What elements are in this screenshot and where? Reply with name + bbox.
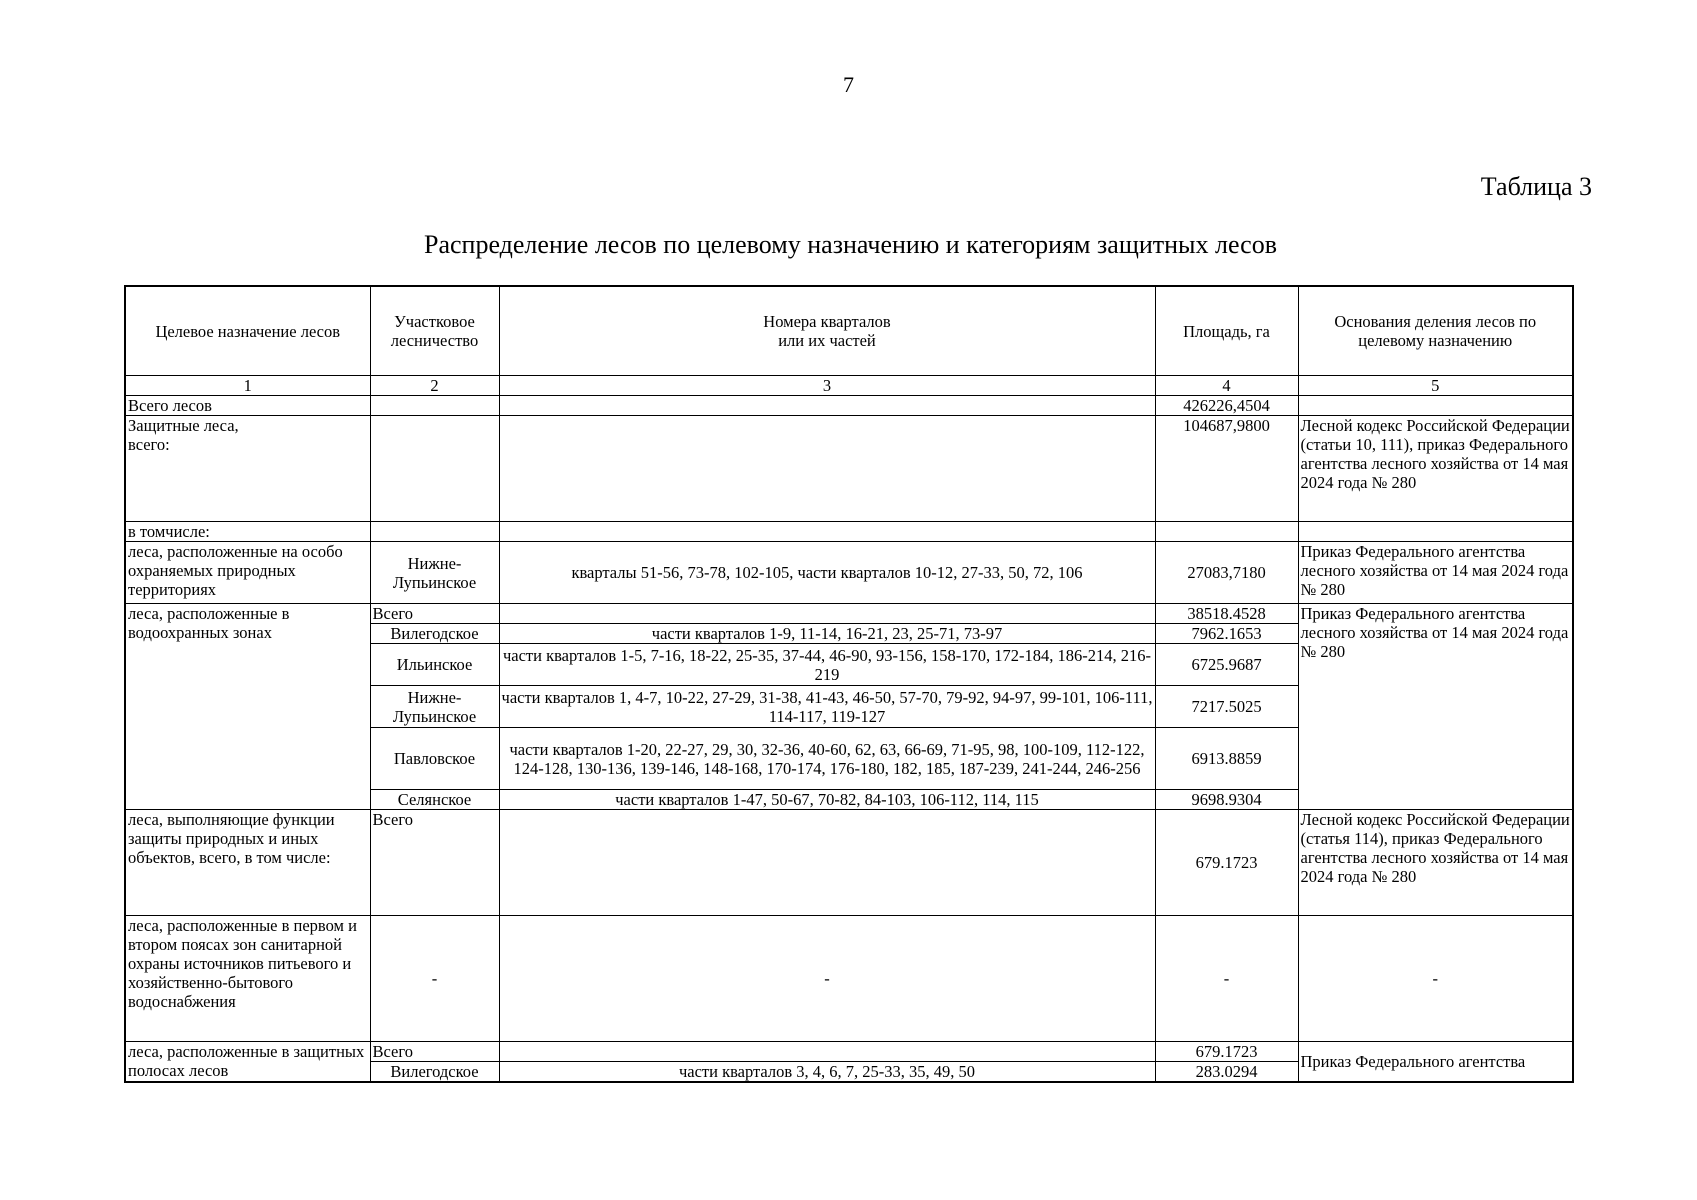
table-row-total: [125, 396, 1573, 416]
header-quarters-line1: Номера кварталов: [763, 312, 891, 331]
forestry-cell: Нижне-Лупьинское: [370, 686, 499, 728]
area-cell: 104687,9800: [1155, 416, 1298, 522]
area-cell: 6725.9687: [1155, 644, 1298, 686]
column-index: 1: [125, 376, 370, 396]
header-area: Площадь, га: [1155, 286, 1298, 376]
purpose-cell: леса, выполняющие функции защиты природных и иных объектов, всего, в том числе:: [125, 810, 370, 916]
forestry-cell: Селянское: [370, 790, 499, 810]
purpose-cell: в томчисле:: [125, 522, 370, 542]
purpose-cell: леса, расположенные в защитных полосах лесов: [125, 1042, 370, 1083]
area-cell: 7217.5025: [1155, 686, 1298, 728]
table-label: Таблица 3: [1480, 172, 1592, 201]
header-purpose: Целевое назначение лесов: [125, 286, 370, 376]
forestry-cell: Всего: [370, 1042, 499, 1062]
basis-cell: Приказ Федерального агентства лесного хозяйства от 14 мая 2024 года № 280: [1298, 542, 1573, 604]
quarters-cell: части кварталов 1-47, 50-67, 70-82, 84-103, 106-112, 114, 115: [499, 790, 1155, 810]
basis-cell: Приказ Федерального агентства лесного хозяйства от 14 мая 2024 года № 280: [1298, 604, 1573, 810]
quarters-cell: [499, 810, 1155, 916]
quarters-cell: части кварталов 1-9, 11-14, 16-21, 23, 25-71, 73-97: [499, 624, 1155, 644]
table-row-protective: [125, 416, 1573, 522]
forestry-cell: -: [370, 916, 499, 1042]
header-forestry: Участковое лесничество: [370, 286, 499, 376]
basis-cell: -: [1298, 916, 1573, 1042]
table-row-sanitary: [125, 916, 1573, 1042]
quarters-cell: -: [499, 916, 1155, 1042]
area-cell: 679.1723: [1155, 1042, 1298, 1062]
forest-distribution-table: [124, 285, 1574, 1083]
table-row-water-total: [125, 604, 1573, 624]
table-header-row: [125, 286, 1573, 376]
area-cell: 38518.4528: [1155, 604, 1298, 624]
quarters-cell: [499, 522, 1155, 542]
basis-cell: Лесной кодекс Российской Федерации (статьи 10, 111), приказ Федерального агентства лесного хозяйства от 14 мая 2024 года № 280: [1298, 416, 1573, 522]
quarters-cell: [499, 396, 1155, 416]
forestry-cell: [370, 522, 499, 542]
header-basis: Основания деления лесов по целевому назначению: [1298, 286, 1573, 376]
quarters-cell: части кварталов 1, 4-7, 10-22, 27-29, 31-38, 41-43, 46-50, 57-70, 79-92, 94-97, 99-101, 106-111, 114-117, 119-127: [499, 686, 1155, 728]
area-cell: 7962.1653: [1155, 624, 1298, 644]
area-cell: 6913.8859: [1155, 728, 1298, 790]
table-row-including: [125, 522, 1573, 542]
quarters-cell: части кварталов 3, 4, 6, 7, 25-33, 35, 49, 50: [499, 1062, 1155, 1083]
quarters-cell: части кварталов 1-5, 7-16, 18-22, 25-35, 37-44, 46-90, 93-156, 158-170, 172-184, 186-214, 216-219: [499, 644, 1155, 686]
quarters-cell: [499, 604, 1155, 624]
basis-cell: [1298, 396, 1573, 416]
forestry-cell: Павловское: [370, 728, 499, 790]
quarters-cell: [499, 416, 1155, 522]
purpose-cell: Всего лесов: [125, 396, 370, 416]
page-number: 7: [843, 72, 854, 97]
column-index: 4: [1155, 376, 1298, 396]
forestry-cell: Нижне-Лупьинское: [370, 542, 499, 604]
forestry-cell: Вилегодское: [370, 624, 499, 644]
column-index: 5: [1298, 376, 1573, 396]
purpose-cell: леса, расположенные в первом и втором поясах зон санитарной охраны источников питьевого и хозяйственно-бытового водоснабжения: [125, 916, 370, 1042]
forestry-cell: Вилегодское: [370, 1062, 499, 1083]
purpose-cell: леса, расположенные в водоохранных зонах: [125, 604, 370, 810]
forestry-cell: [370, 396, 499, 416]
forestry-cell: Всего: [370, 810, 499, 916]
column-index: 2: [370, 376, 499, 396]
area-cell: 9698.9304: [1155, 790, 1298, 810]
area-cell: 283.0294: [1155, 1062, 1298, 1083]
quarters-cell: части кварталов 1-20, 22-27, 29, 30, 32-36, 40-60, 62, 63, 66-69, 71-95, 98, 100-109, 112-122, 124-128, 130-136, 139-146, 148-168, 170-174, 176-180, 182, 185, 187-239, 241-244, 246-256: [499, 728, 1155, 790]
quarters-cell: кварталы 51-56, 73-78, 102-105, части кварталов 10-12, 27-33, 50, 72, 106: [499, 542, 1155, 604]
table-row-functions: [125, 810, 1573, 916]
purpose-cell: леса, расположенные на особо охраняемых природных территориях: [125, 542, 370, 604]
header-quarters: [499, 286, 1155, 376]
basis-cell: Лесной кодекс Российской Федерации (статья 114), приказ Федерального агентства лесного хозяйства от 14 мая 2024 года № 280: [1298, 810, 1573, 916]
basis-cell: [1298, 522, 1573, 542]
forestry-cell: Ильинское: [370, 644, 499, 686]
area-cell: 679.1723: [1155, 810, 1298, 916]
area-cell: -: [1155, 916, 1298, 1042]
area-cell: 426226,4504: [1155, 396, 1298, 416]
header-quarters-line2: или их частей: [778, 331, 876, 350]
table-row-oopt: [125, 542, 1573, 604]
column-index-row: [125, 376, 1573, 396]
area-cell: 27083,7180: [1155, 542, 1298, 604]
document-title: Распределение лесов по целевому назначению и категориям защитных лесов: [424, 230, 1277, 259]
basis-cell: Приказ Федерального агентства: [1298, 1042, 1573, 1083]
forestry-cell: Всего: [370, 604, 499, 624]
purpose-cell: Защитные леса, всего:: [125, 416, 370, 522]
quarters-cell: [499, 1042, 1155, 1062]
column-index: 3: [499, 376, 1155, 396]
forestry-cell: [370, 416, 499, 522]
table-row-strips-total: [125, 1042, 1573, 1062]
area-cell: [1155, 522, 1298, 542]
